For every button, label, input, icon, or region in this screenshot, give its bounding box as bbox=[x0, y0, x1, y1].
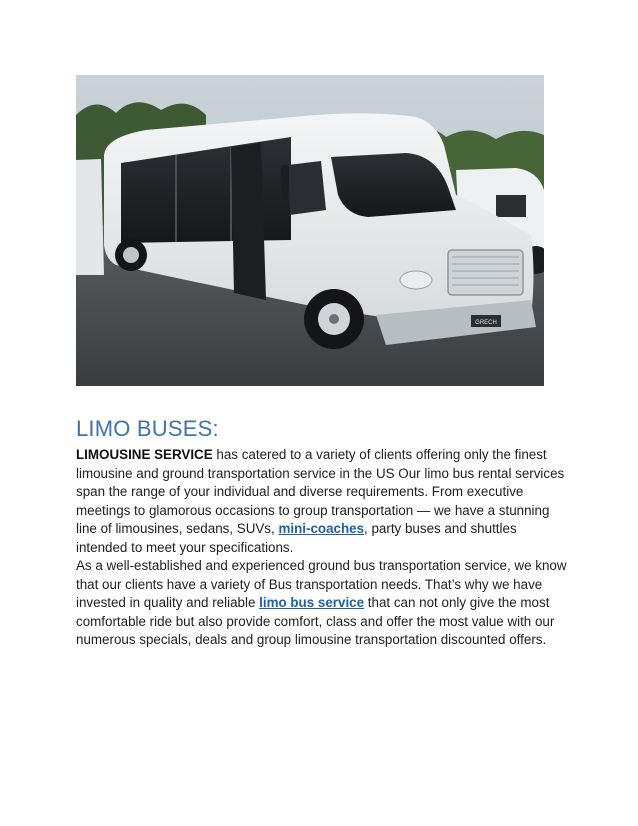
bus-logo-text: GRECH bbox=[475, 320, 497, 326]
company-name: LIMOUSINE SERVICE bbox=[76, 447, 213, 462]
paragraph-text: has catered to a variety of clients offering only the finest limousine and ground transportation service in the US Our limo bus rental services span the range of your individual and diverse requirements. From executive meetings to glamorous occasions to group transportation — we have a stunning line of limousines, sedans, SUVs, bbox=[76, 447, 565, 536]
paragraph-text: , party buses and shuttles intended to meet your specifications. bbox=[76, 521, 517, 555]
mini-coaches-link[interactable]: mini-coaches bbox=[278, 521, 365, 536]
service-paragraph bbox=[76, 557, 568, 650]
section-heading: LIMO BUSES: bbox=[76, 416, 219, 441]
limo-bus-photo bbox=[76, 75, 544, 386]
limo-bus-service-link[interactable]: limo bus service bbox=[259, 595, 365, 610]
paragraph-text: that can not only give the most comfortable ride but also provide comfort, class and offer the most value with our numerous specials, deals and group limousine transportation discounted offers. bbox=[76, 595, 555, 647]
intro-paragraph bbox=[76, 446, 568, 557]
paragraph-text: As a well-established and experienced ground bus transportation service, we know that our clients have a variety of Bus transportation needs. That’s why we have invested in quality and reliable bbox=[76, 558, 567, 610]
